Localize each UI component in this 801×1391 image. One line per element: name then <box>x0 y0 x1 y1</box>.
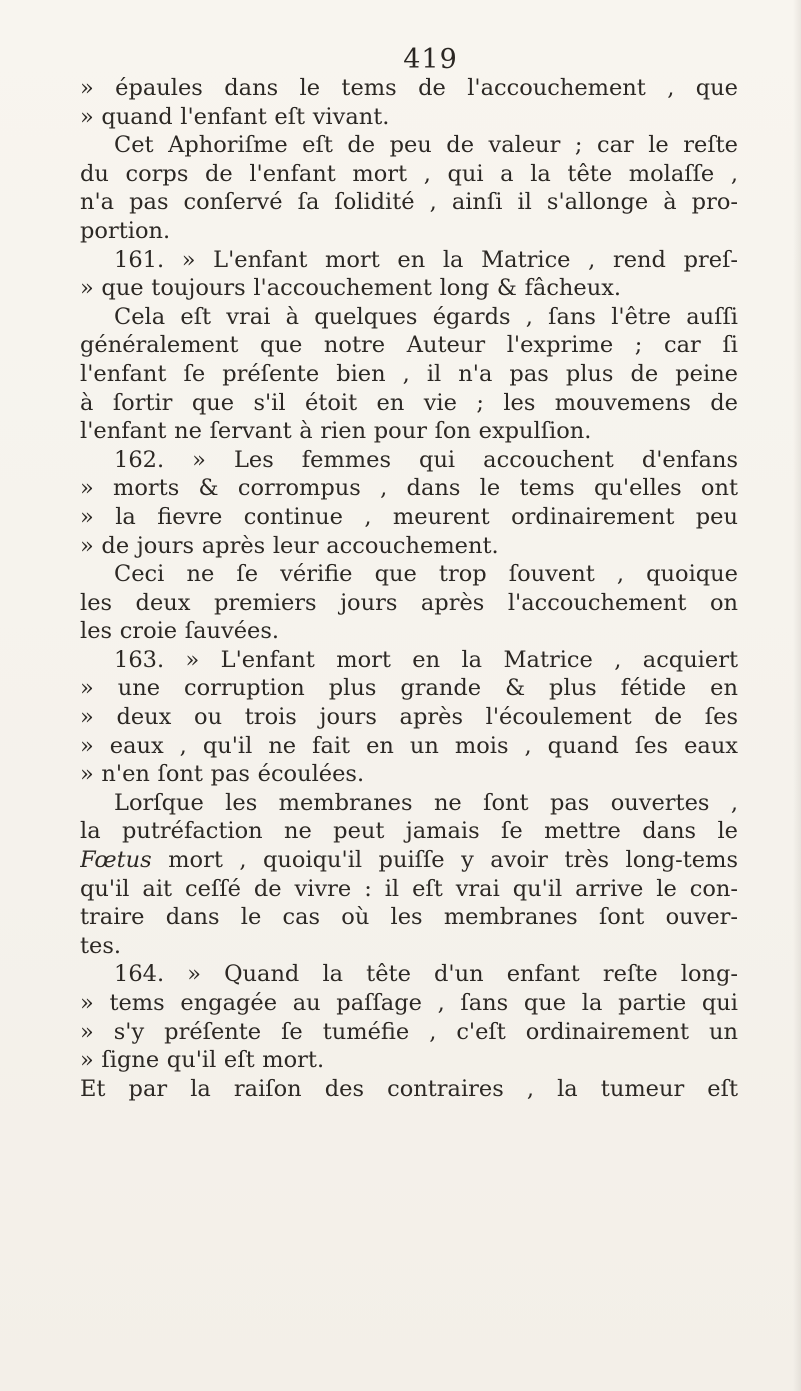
text-line: n'a pas conſervé ſa ſolidité , ainſi il s'allonge à pro- <box>80 189 738 216</box>
text-line: généralement que notre Auteur l'exprime ; car ſi <box>80 332 738 359</box>
text-line: » eaux , qu'il ne fait en un mois , quand ſes eaux <box>80 732 738 759</box>
text-line: la putréfaction ne peut jamais ſe mettre dans le <box>80 818 738 845</box>
text-line: 163. » L'enfant mort en la Matrice , acquiert <box>114 646 738 673</box>
text-line: l'enfant ſe préſente bien , il n'a pas plus de peine <box>80 360 738 387</box>
text-line: » que toujours l'accouchement long & fâcheux. <box>80 275 622 302</box>
text-line: Lorſque les membranes ne ſont pas ouvertes , <box>114 789 738 816</box>
text-line: » épaules dans le tems de l'accouchement , que <box>80 75 738 101</box>
text-line: les croie ſauvées. <box>80 618 280 645</box>
text-line: tes. <box>80 932 122 959</box>
text-line: » deux ou trois jours après l'écoulement de ſes <box>80 704 738 731</box>
text-line: » n'en ſont pas écoulées. <box>80 761 365 788</box>
text-line: » quand l'enfant eſt vivant. <box>80 103 390 130</box>
text-line: 164. » Quand la tête d'un enfant reſte long- <box>114 961 738 988</box>
body-text <box>80 74 738 1103</box>
text-line: Fœtus mort , quoiqu'il puiſſe y avoir très long-tems <box>80 847 738 874</box>
text-line: à ſortir que s'il étoit en vie ; les mouvemens de <box>80 389 738 416</box>
text-line: qu'il ait ceſſé de vivre : il eſt vrai qu'il arrive le con- <box>80 875 738 902</box>
scan-edge-shadow <box>793 0 801 1391</box>
text-line: l'enfant ne ſervant à rien pour ſon expulſion. <box>80 418 592 445</box>
text-line: traire dans le cas où les membranes ſont ouver- <box>80 904 738 931</box>
text-line: Ceci ne ſe vérifie que trop ſouvent , quoique <box>114 561 738 588</box>
text-line: » tems engagée au paſſage , ſans que la partie qui <box>80 990 738 1016</box>
text-line: Cet Aphoriſme eſt de peu de valeur ; car le reſte <box>114 132 738 159</box>
text-line: du corps de l'enfant mort , qui a la tête molaſſe , <box>80 160 738 187</box>
text-line: 161. » L'enfant mort en la Matrice , rend preſ- <box>114 246 738 273</box>
page-number: 419 <box>403 44 458 75</box>
text-line: 162. » Les femmes qui accouchent d'enfans <box>114 446 738 473</box>
text-line: portion. <box>80 217 171 244</box>
text-line: » ſigne qu'il eſt mort. <box>80 1047 325 1074</box>
text-line: » une corruption plus grande & plus fétide en <box>80 675 738 702</box>
text-line: » morts & corrompus , dans le tems qu'elles ont <box>80 475 738 502</box>
text-line: » la fievre continue , meurent ordinairement peu <box>80 503 738 530</box>
text-line: » s'y préſente ſe tuméfie , c'eſt ordinairement un <box>80 1018 738 1045</box>
text-line: » de jours après leur accouchement. <box>80 532 499 559</box>
text-line: Et par la raiſon des contraires , la tumeur eſt <box>80 1075 738 1102</box>
text-line: les deux premiers jours après l'accouchement on <box>80 589 738 616</box>
text-line: Cela eſt vrai à quelques égards , ſans l'être auſſi <box>114 303 738 330</box>
